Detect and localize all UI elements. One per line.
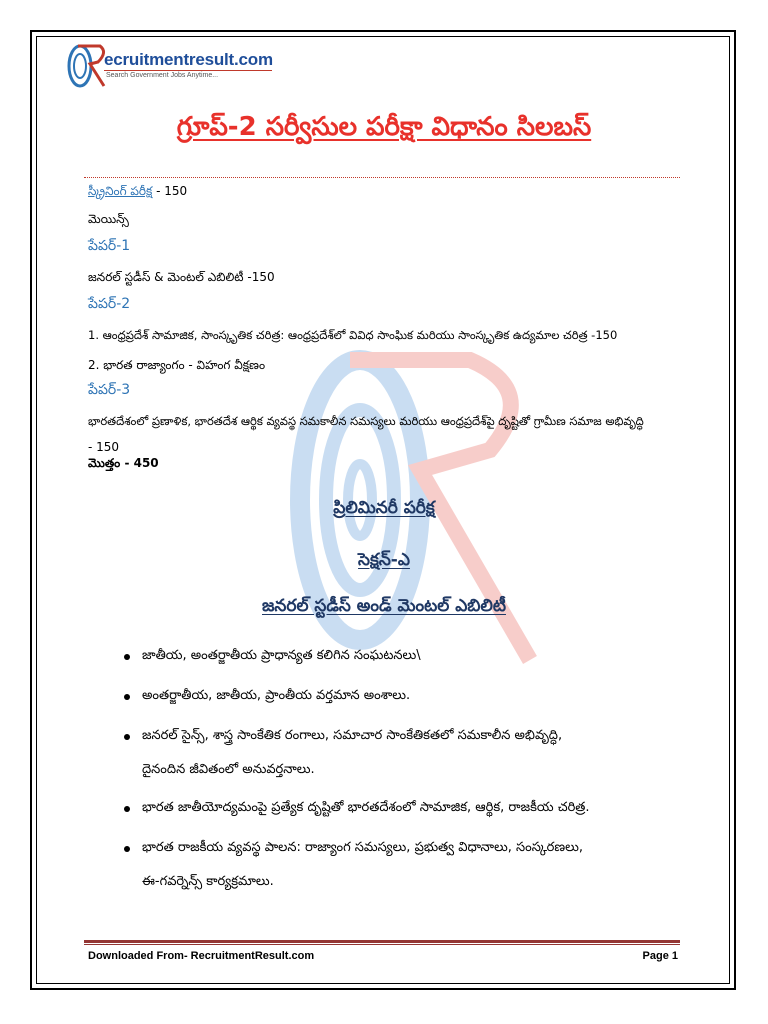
bullet-text: ఈ-గవర్నెన్స్ కార్యక్రమాలు. (142, 874, 274, 889)
logo-tagline: Search Government Jobs Anytime... (106, 72, 219, 79)
bullet-text: జాతీయ, అంతర్జాతీయ ప్రాధాన్యత కలిగిన సంఘటనలు\ (142, 648, 421, 663)
footer-source: Downloaded From- RecruitmentResult.com (88, 950, 315, 962)
paper2-item2: 2. భారత రాజ్యాంగం - విహంగ వీక్షణం (88, 358, 266, 372)
paper2-heading: పేపర్-2 (88, 296, 131, 312)
general-studies-heading: జనరల్ స్టడీస్ అండ్ మెంటల్ ఎబిలిటీ (262, 596, 506, 616)
page-title: గ్రూప్-2 సర్వీసుల పరీక్షా విధానం సిలబస్ (176, 112, 592, 142)
bullet-text: భారత రాజకీయ వ్యవస్థ పాలన: రాజ్యాంగ సమస్యలు, ప్రభుత్వ విధానాలు, సంస్కరణలు, (142, 840, 583, 855)
screening-label: స్క్రీనింగ్ పరీక్ష (88, 184, 153, 198)
paper3-heading: పేపర్-3 (88, 382, 131, 398)
paper3-marks: - 150 (88, 440, 120, 454)
bullet-item (142, 840, 583, 858)
bullet-dot (124, 846, 130, 852)
bullet-continuation (142, 762, 315, 780)
title-divider (84, 177, 680, 178)
bullet-text: దైనందిన జీవితంలో అనువర్తనాలు. (142, 762, 315, 777)
bullet-item (142, 800, 590, 818)
bullet-item (142, 688, 410, 706)
page-number: Page 1 (642, 950, 678, 962)
bullet-text: అంతర్జాతీయ, జాతీయ, ప్రాంతీయ వర్తమాన అంశాలు. (142, 688, 411, 703)
bullet-continuation (142, 874, 274, 892)
bullet-dot (124, 734, 130, 740)
bullet-dot (124, 694, 130, 700)
screening-line (88, 184, 187, 201)
bullet-text: భారత జాతీయోద్యమంపై ప్రత్యేక దృష్టితో భారతదేశంలో సామాజిక, ఆర్థిక, రాజకీయ చరిత్ర. (142, 800, 590, 815)
paper3-text: భారతదేశంలో ప్రణాళిక, భారతదేశ ఆర్థిక వ్యవస్థ సమకాలీన సమస్యలు మరియు ఆంధ్రప్రదేశ్‌పై దృష్టితో గ్రామీణ సమాజ అభివృద్ధి (88, 414, 644, 428)
logo-rule (104, 70, 272, 71)
bullet-item (142, 728, 562, 746)
bullet-text: జనరల్ సైన్స్, శాస్త్ర సాంకేతిక రంగాలు, సమాచార సాంకేతికతలో సమకాలీన అభివృద్ధి, (142, 728, 563, 743)
total-marks: మొత్తం - 450 (88, 456, 159, 470)
paper1-text: జనరల్ స్టడీస్ & మెంటల్ ఎబిలిటీ -150 (88, 270, 275, 284)
bullet-dot (124, 806, 130, 812)
paper1-heading: పేపర్-1 (88, 238, 131, 254)
screening-marks: - 150 (152, 184, 188, 198)
mains-label: మెయిన్స్ (88, 212, 129, 226)
bullet-item (142, 648, 421, 666)
bullet-dot (124, 654, 130, 660)
section-a-heading: సెక్షన్-ఎ (358, 550, 410, 570)
paper2-item1: 1. ఆంధ్రప్రదేశ్ సామాజిక, సాంస్కృతిక చరిత్ర: ఆంధ్రప్రదేశ్‌లో వివిధ సాంఘిక మరియు సాంస్కృతిక ఉద్యమాల చరిత్ర -150 (88, 328, 618, 342)
footer-rule-thin (84, 944, 680, 945)
footer-rule-thick (84, 940, 680, 943)
prelims-heading: ప్రిలిమినరీ పరీక్ష (333, 498, 435, 518)
logo-name: ecruitmentresult.com (104, 50, 273, 69)
